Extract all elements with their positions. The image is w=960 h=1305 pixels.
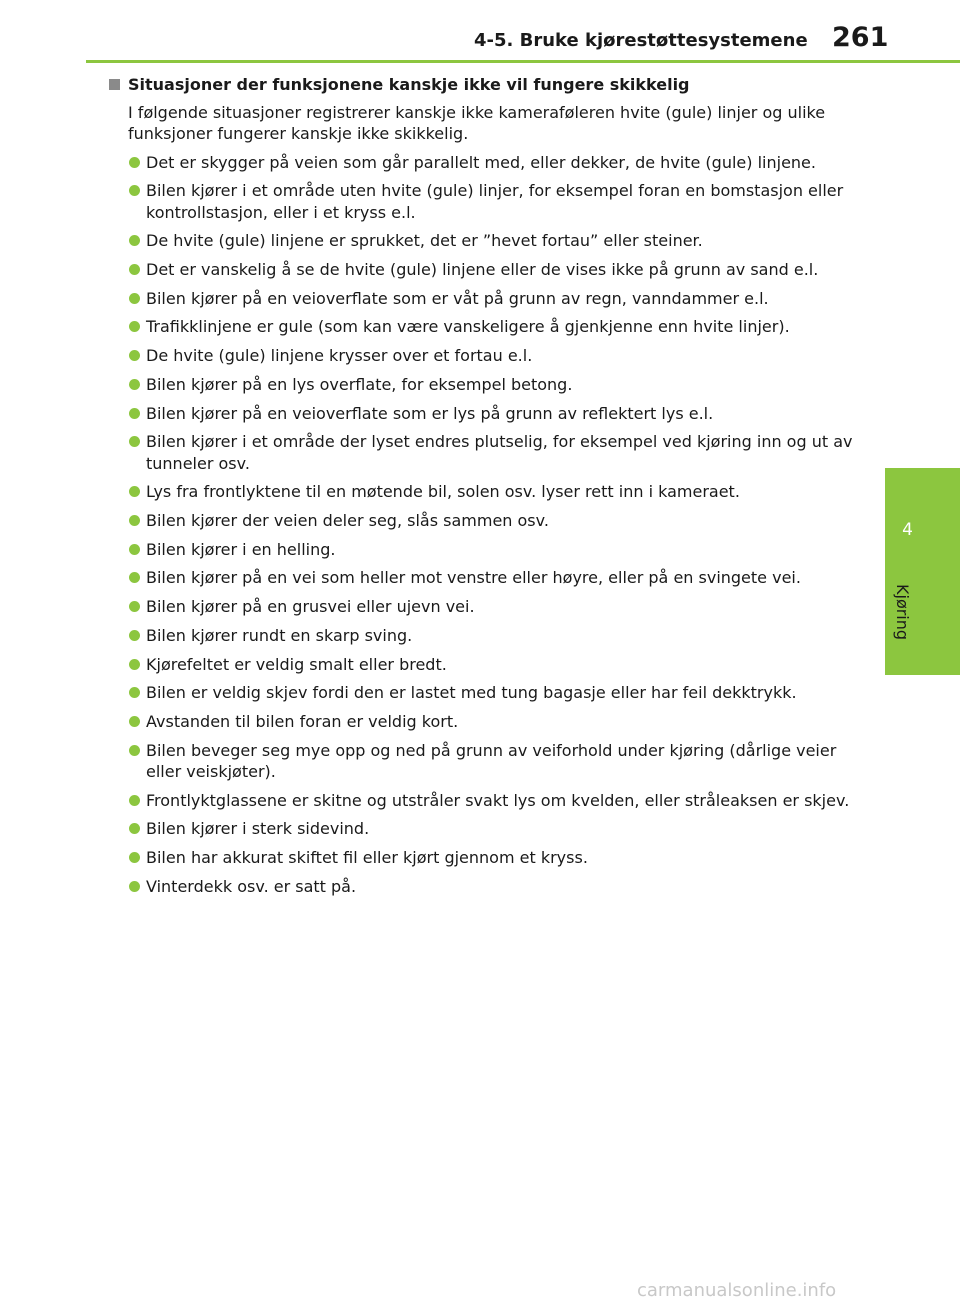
list-item	[108, 481, 853, 503]
round-bullet-icon	[129, 716, 140, 727]
round-bullet-icon	[129, 852, 140, 863]
round-bullet-icon	[129, 321, 140, 332]
chapter-tab	[885, 468, 960, 675]
list-item	[108, 152, 853, 174]
list-item	[108, 374, 853, 396]
list-item	[108, 711, 853, 733]
list-item-text: Bilen kjører på en veioverflate som er lys på grunn av reflektert lys e.l.	[146, 403, 714, 423]
round-bullet-icon	[129, 185, 140, 196]
list-item-text: Avstanden til bilen foran er veldig kort.	[146, 711, 459, 731]
list-item-text: Vinterdekk osv. er satt på.	[146, 876, 357, 896]
round-bullet-icon	[129, 235, 140, 246]
list-item-text: Bilen kjører på en veioverflate som er våt på grunn av regn, vanndammer e.l.	[146, 288, 769, 308]
round-bullet-icon	[129, 157, 140, 168]
round-bullet-icon	[129, 881, 140, 892]
list-item-text: Bilen kjører rundt en skarp sving.	[146, 625, 413, 645]
round-bullet-icon	[129, 745, 140, 756]
list-item	[108, 596, 853, 618]
list-item	[108, 259, 853, 281]
list-item	[108, 288, 853, 310]
round-bullet-icon	[129, 436, 140, 447]
list-item-text: Kjørefeltet er veldig smalt eller bredt.	[146, 654, 447, 674]
list-item-text: De hvite (gule) linjene er sprukket, det er ”hevet fortau” eller steiner.	[146, 231, 703, 251]
list-item	[108, 876, 853, 898]
list-item	[108, 345, 853, 367]
list-item	[108, 740, 853, 783]
list-item	[108, 510, 853, 532]
list-item-text: Bilen kjører på en vei som heller mot venstre eller høyre, eller på en svingete vei.	[146, 568, 801, 588]
round-bullet-icon	[129, 544, 140, 555]
list-item-text: Det er vanskelig å se de hvite (gule) linjene eller de vises ikke på grunn av sand e.l.	[146, 260, 819, 280]
list-item-text: Bilen kjører i et område der lyset endres plutselig, for eksempel ved kjøring inn og ut av tunneler osv.	[146, 432, 853, 473]
list-item-text: Bilen beveger seg mye opp og ned på grunn av veiforhold under kjøring (dårlige veier eller veiskjøter).	[146, 740, 837, 782]
intro-paragraph: I følgende situasjoner registrerer kanskje ikke kameraføleren hvite (gule) linjer og ulike funksjoner fungerer kanskje ikke skikkelig.	[128, 102, 826, 143]
list-item	[108, 818, 853, 840]
chapter-label: Kjøring	[893, 584, 912, 641]
list-item-text: Lys fra frontlyktene til en møtende bil, solen osv. lyser rett inn i kameraet.	[146, 482, 740, 502]
round-bullet-icon	[129, 601, 140, 612]
list-item	[108, 403, 853, 425]
list-item	[108, 431, 853, 474]
list-item-text: De hvite (gule) linjene krysser over et fortau e.l.	[146, 346, 533, 366]
list-item	[108, 682, 853, 704]
list-item-text: Bilen kjører der veien deler seg, slås sammen osv.	[146, 511, 549, 531]
round-bullet-icon	[129, 379, 140, 390]
list-item-text: Bilen kjører i en helling.	[146, 539, 336, 559]
list-item-text: Bilen er veldig skjev fordi den er lastet med tung bagasje eller har feil dekktrykk.	[146, 683, 797, 703]
running-header-section: 4-5. Bruke kjørestøttesystemene	[474, 30, 808, 51]
main-content	[108, 74, 853, 905]
square-bullet-icon	[109, 79, 120, 90]
list-item-text: Bilen kjører i et område uten hvite (gule) linjer, for eksempel foran en bomstasjon eller kontrollstasjon, eller i et kryss e.l.	[146, 181, 844, 222]
list-item-text: Bilen har akkurat skiftet fil eller kjørt gjennom et kryss.	[146, 848, 588, 868]
list-item-text: Trafikklinjene er gule (som kan være vanskeligere å gjenkjenne enn hvite linjer).	[146, 317, 790, 337]
page-number: 261	[832, 22, 889, 53]
list-item	[108, 625, 853, 647]
round-bullet-icon	[129, 630, 140, 641]
list-item	[108, 654, 853, 676]
list-item	[108, 316, 853, 338]
list-item-text: Bilen kjører på en lys overflate, for eksempel betong.	[146, 374, 573, 394]
round-bullet-icon	[129, 264, 140, 275]
list-item	[108, 847, 853, 869]
list-item-text: Bilen kjører på en grusvei eller ujevn vei.	[146, 597, 475, 617]
list-item	[108, 230, 853, 252]
header-divider	[86, 60, 960, 63]
list-item-text: Bilen kjører i sterk sidevind.	[146, 819, 370, 839]
list-item	[108, 180, 853, 223]
round-bullet-icon	[129, 795, 140, 806]
watermark: carmanualsonline.info	[637, 1280, 837, 1301]
section-heading	[108, 74, 853, 96]
round-bullet-icon	[129, 293, 140, 304]
list-item-text: Det er skygger på veien som går parallelt med, eller dekker, de hvite (gule) linjene.	[146, 152, 816, 172]
round-bullet-icon	[129, 823, 140, 834]
round-bullet-icon	[129, 572, 140, 583]
round-bullet-icon	[129, 408, 140, 419]
round-bullet-icon	[129, 350, 140, 361]
round-bullet-icon	[129, 659, 140, 670]
list-item	[108, 567, 853, 589]
list-item-text: Frontlyktglassene er skitne og utstråler svakt lys om kvelden, eller stråleaksen er skjev.	[146, 790, 850, 810]
condition-list	[108, 152, 853, 898]
list-item	[108, 539, 853, 561]
section-heading-text: Situasjoner der funksjonene kanskje ikke vil fungere skikkelig	[128, 75, 690, 94]
chapter-number: 4	[902, 520, 913, 540]
round-bullet-icon	[129, 687, 140, 698]
list-item	[108, 790, 853, 812]
round-bullet-icon	[129, 515, 140, 526]
round-bullet-icon	[129, 486, 140, 497]
